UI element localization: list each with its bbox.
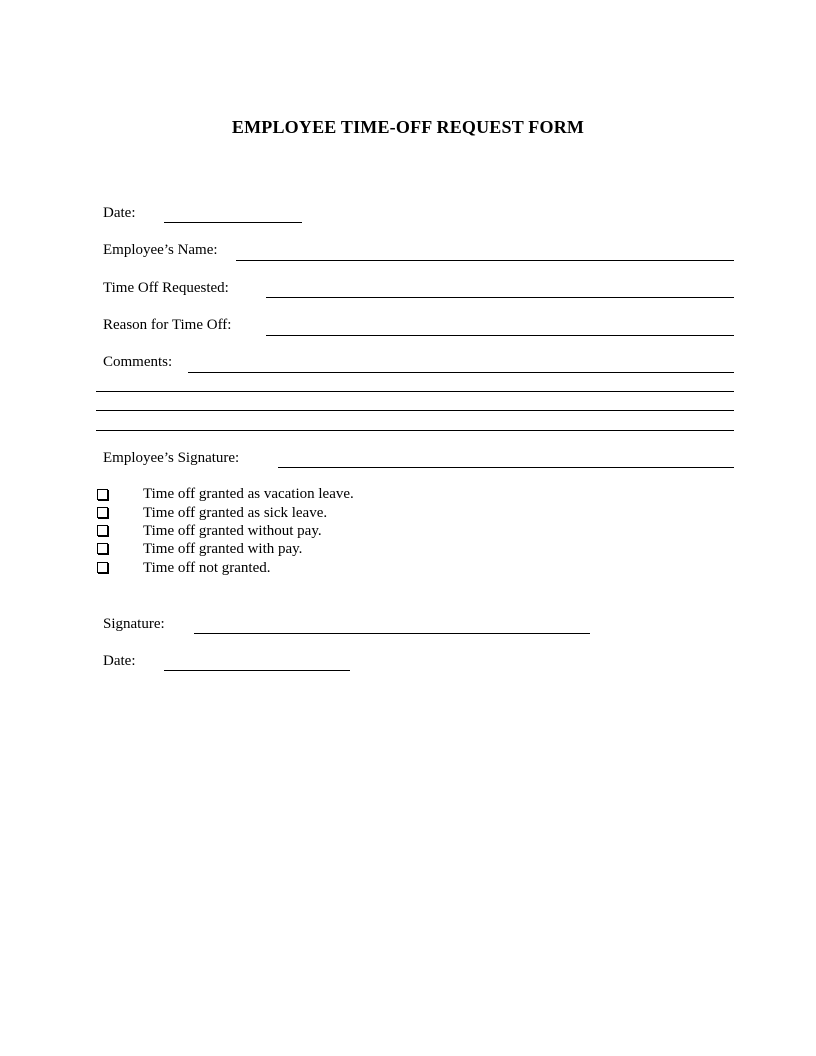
comments-field-line-4[interactable]	[96, 430, 734, 431]
reason-label: Reason for Time Off:	[103, 317, 232, 333]
vacation-leave-checkbox[interactable]	[97, 489, 108, 500]
date-label: Date:	[103, 205, 136, 221]
employee-name-field[interactable]	[236, 260, 734, 261]
sick-leave-option-label: Time off granted as sick leave.	[143, 505, 328, 521]
comments-field-line-2[interactable]	[96, 391, 734, 392]
approval-signature-field[interactable]	[194, 633, 590, 634]
comments-field-line-1[interactable]	[188, 372, 734, 373]
sick-leave-checkbox[interactable]	[97, 507, 108, 518]
without-pay-option-label: Time off granted without pay.	[143, 523, 322, 539]
comments-field-line-3[interactable]	[96, 410, 734, 411]
form-title: EMPLOYEE TIME-OFF REQUEST FORM	[231, 117, 585, 137]
reason-field[interactable]	[266, 335, 734, 336]
without-pay-checkbox[interactable]	[97, 525, 108, 536]
with-pay-checkbox[interactable]	[97, 543, 108, 554]
employee-signature-field[interactable]	[278, 467, 734, 468]
not-granted-option-label: Time off not granted.	[143, 560, 271, 576]
employee-name-label: Employee’s Name:	[103, 242, 218, 258]
employee-signature-label: Employee’s Signature:	[103, 450, 240, 466]
approval-date-field[interactable]	[164, 670, 350, 671]
not-granted-checkbox[interactable]	[97, 562, 108, 573]
comments-label: Comments:	[103, 354, 173, 370]
approval-date-label: Date:	[103, 653, 136, 669]
with-pay-option-label: Time off granted with pay.	[143, 541, 303, 557]
approval-signature-label: Signature:	[103, 616, 165, 632]
time-off-requested-label: Time Off Requested:	[103, 280, 229, 296]
date-field[interactable]	[164, 222, 302, 223]
vacation-leave-option-label: Time off granted as vacation leave.	[143, 486, 354, 502]
time-off-requested-field[interactable]	[266, 297, 734, 298]
